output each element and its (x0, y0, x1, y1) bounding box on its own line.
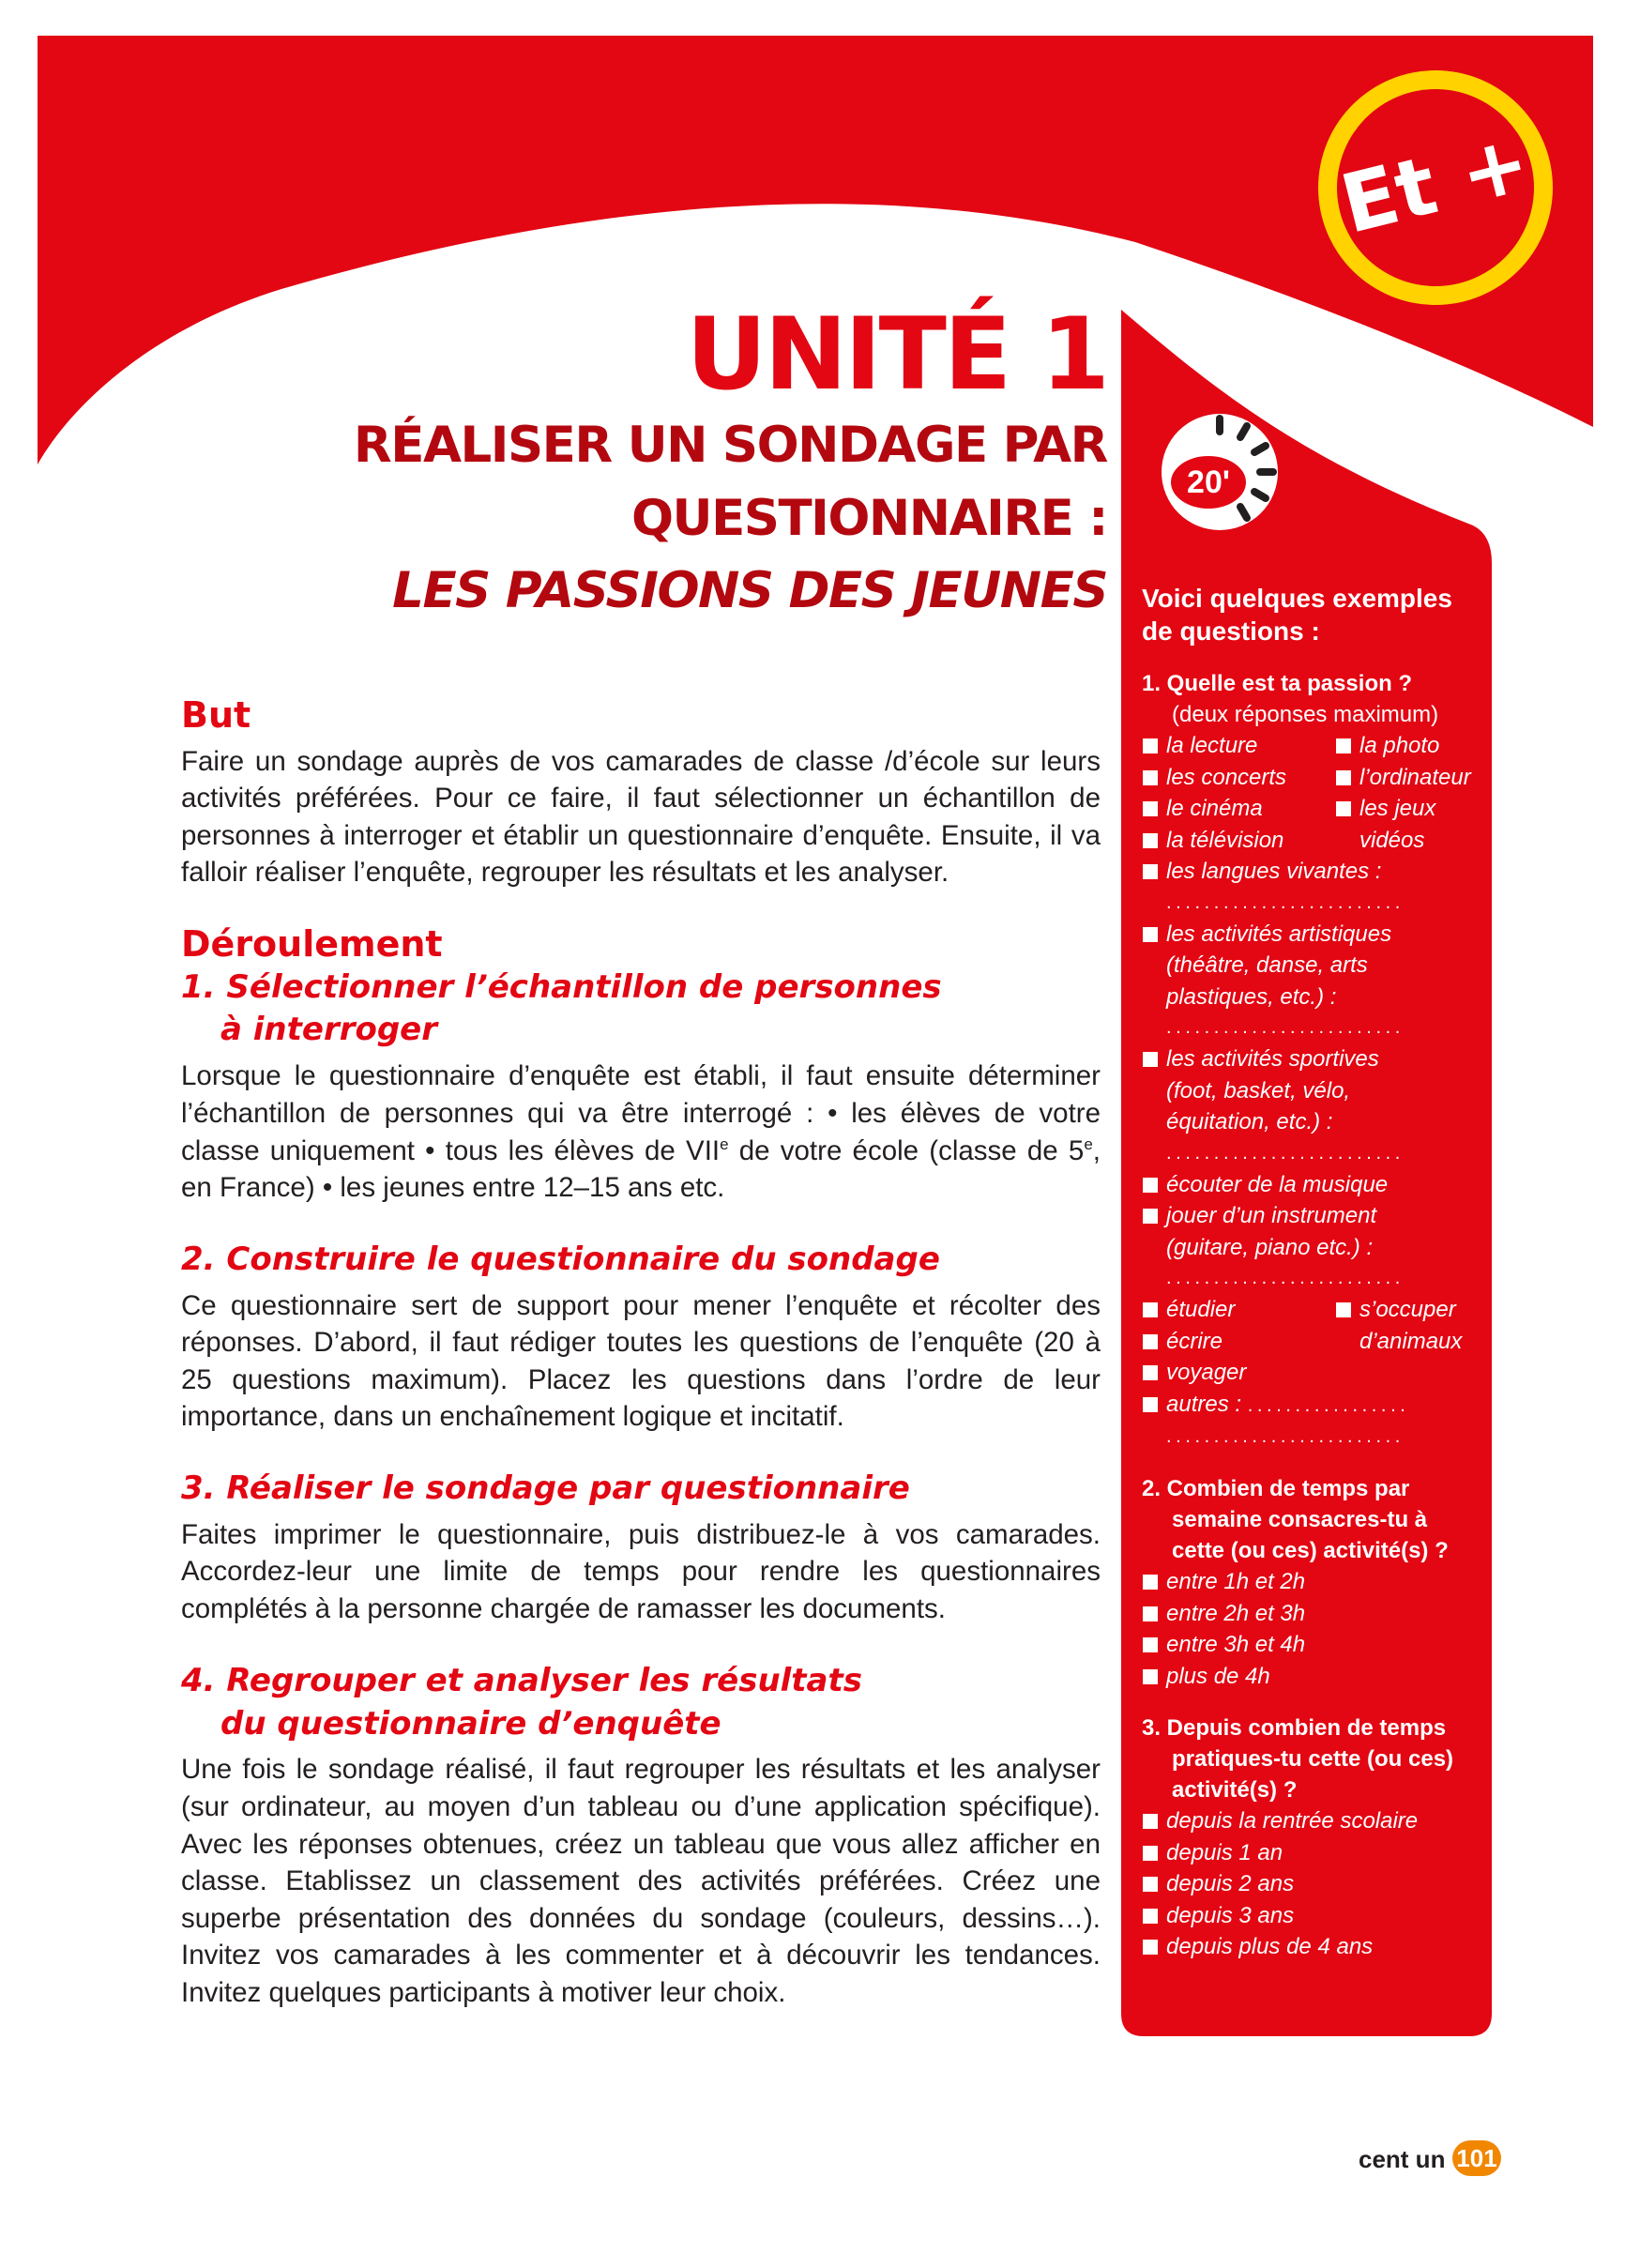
fill-in-line[interactable]: ......................... (1166, 1142, 1405, 1164)
question-3-title: 3. Depuis combien de temps pratiques-tu cette (ou ces) activité(s) ? (1142, 1715, 1454, 1803)
option-photo[interactable]: la photo (1335, 730, 1439, 762)
fill-in-line[interactable]: ......................... (1166, 891, 1405, 913)
q2-option[interactable]: entre 2h et 3h (1142, 1598, 1472, 1630)
question-1-note: (deux réponses maximum) (1172, 702, 1439, 727)
option-ordinateur[interactable]: l’ordinateur (1335, 762, 1471, 794)
section-but (181, 694, 1101, 891)
step-2-title: 2. Construire le questionnaire du sondage (181, 1240, 940, 1278)
step-2 (181, 1239, 1101, 1436)
page-number: 101 (1452, 2140, 1501, 2176)
option-voyager[interactable]: voyager (1142, 1357, 1472, 1389)
option-jeux-videos[interactable]: les jeux (1335, 793, 1435, 825)
step-4 (181, 1660, 1101, 2012)
option-lecture[interactable]: la lecture (1142, 730, 1335, 762)
fill-in-line[interactable]: ......................... (1166, 1017, 1405, 1038)
option-ecrire[interactable]: écrire (1142, 1326, 1335, 1358)
page-number-words: cent un (1359, 2145, 1446, 2173)
et-plus-badge (1318, 70, 1553, 305)
question-3 (1142, 1712, 1472, 1963)
q3-option[interactable]: depuis plus de 4 ans (1142, 1931, 1472, 1963)
q3-option[interactable]: depuis 1 an (1142, 1837, 1472, 1869)
step-2-text: Ce questionnaire sert de support pour mener l’enquête et récolter des réponses. D’abord, il faut rédiger toutes les questions de l’enquête (20 à 25 questions maximum). Placez les questions dans l’ordre de leur importance, dans un enchaînement logique et incitatif. (181, 1289, 1101, 1433)
question-2-title: 2. Combien de temps par semaine consacres-tu à cette (ou ces) activité(s) ? (1142, 1476, 1449, 1563)
option-animaux[interactable]: s’occuper (1335, 1294, 1456, 1326)
option-musique[interactable]: écouter de la musique (1142, 1169, 1472, 1201)
option-artistiques[interactable]: les activités artistiques (1142, 919, 1472, 951)
but-text: Faire un sondage auprès de vos camarades de classe /d’école sur leurs activités préférées. Pour ce faire, il faut sélectionner un échantillon de personnes à interroger et établir un questionnaire d’enquête. Ensuite, il va falloir réaliser l’enquête, regrouper les résultats et les analyser. (181, 745, 1101, 889)
sidebar-intro: Voici quelques exemples de questions : (1142, 584, 1452, 646)
main-content (181, 694, 1101, 2044)
step-3-text: Faites imprimer le questionnaire, puis distribuez-le à vos camarades. Accordez-leur une limite de temps pour rendre les questionnaires complétés à la personne chargée de ramasser les documents. (181, 1518, 1101, 1625)
step-1-text: Lorsque le questionnaire d’enquête est établi, il faut ensuite déterminer l’échantillon de personnes qui va être interrogé : • les élèves de votre classe uniquement • tous les élèves de VIIe de votre école (classe de 5e, en France) • les jeunes entre 12–15 ans etc. (181, 1060, 1101, 1204)
timer-label: 20' (1171, 456, 1246, 509)
but-heading: But (181, 694, 251, 736)
q3-option[interactable]: depuis 3 ans (1142, 1900, 1472, 1932)
q2-option[interactable]: entre 1h et 2h (1142, 1566, 1472, 1598)
step-4-title: 4. Regrouper et analyser les résultats du questionnaire d’enquête (181, 1661, 862, 1743)
option-jeux-videos-cont: vidéos (1359, 827, 1425, 853)
option-concerts[interactable]: les concerts (1142, 762, 1335, 794)
q3-option[interactable]: depuis la rentrée scolaire (1142, 1805, 1472, 1837)
step-1 (181, 967, 1101, 1207)
q2-option[interactable]: entre 3h et 4h (1142, 1629, 1472, 1661)
option-etudier[interactable]: étudier (1142, 1294, 1335, 1326)
fill-in-line[interactable]: ......................... (1166, 1268, 1405, 1288)
example-questions-sidebar (1142, 582, 1472, 1963)
q2-option[interactable]: plus de 4h (1142, 1661, 1472, 1693)
badge-text: Et + (1331, 115, 1540, 252)
option-autres[interactable]: autres : ................. (1142, 1389, 1472, 1423)
step-3-title: 3. Réaliser le sondage par questionnaire (181, 1469, 910, 1507)
option-langues[interactable]: les langues vivantes : (1142, 856, 1472, 888)
q3-option[interactable]: depuis 2 ans (1142, 1868, 1472, 1900)
section-deroulement (181, 923, 1101, 2012)
fill-in-line[interactable]: ......................... (1166, 1426, 1405, 1447)
question-1: 1. Quelle est ta passion ? (deux réponses maximum) la lecture la photo les concerts l’ordinateur le cinéma les jeux la télévision vidéos les langues vivantes : ......................... les activités artistiques (théâtre, danse, arts plastiques, etc.) : ......................... les activités sportives (foot, basket, vélo, équitation, etc.) : ......................... écouter de la musique jouer d’un instrument (guitare, piano etc.) : ......................... étudier s’occuper écrire d’animaux voyager autres : ................. ......................... (1142, 668, 1472, 1453)
deroulement-heading: Déroulement (181, 922, 443, 965)
step-1-title: 1. Sélectionner l’échantillon de personnes à interroger (181, 967, 942, 1049)
option-cinema[interactable]: le cinéma (1142, 793, 1335, 825)
step-4-text: Une fois le sondage réalisé, il faut regrouper les résultats et les analyser (sur ordinateur, au moyen d’un tableau ou d’une application spécifique). Avec les réponses obtenues, créez un tableau que vous allez afficher en classe. Etablissez un classement des activités préférées. Créez une superbe présentation des données du sondage (couleurs, dessins…). Invitez vos camarades à les commenter et à découvrir les tendances. Invitez quelques participants à motiver leur choix. (181, 1754, 1101, 2008)
subtitle-line-2: QUESTIONNAIRE : (630, 490, 1107, 547)
question-2 (1142, 1473, 1472, 1692)
unit-title: UNITÉ 1 (686, 297, 1107, 412)
option-television[interactable]: la télévision (1142, 825, 1335, 857)
option-instrument[interactable]: jouer d’un instrument (1142, 1200, 1472, 1232)
subtitle-line-3: LES PASSIONS DES JEUNES (392, 562, 1107, 619)
option-sportives[interactable]: les activités sportives (1142, 1043, 1472, 1075)
subtitle-line-1: RÉALISER UN SONDAGE PAR (353, 417, 1107, 474)
question-1-title: 1. Quelle est ta passion ? (1142, 671, 1413, 696)
step-3 (181, 1468, 1101, 1628)
